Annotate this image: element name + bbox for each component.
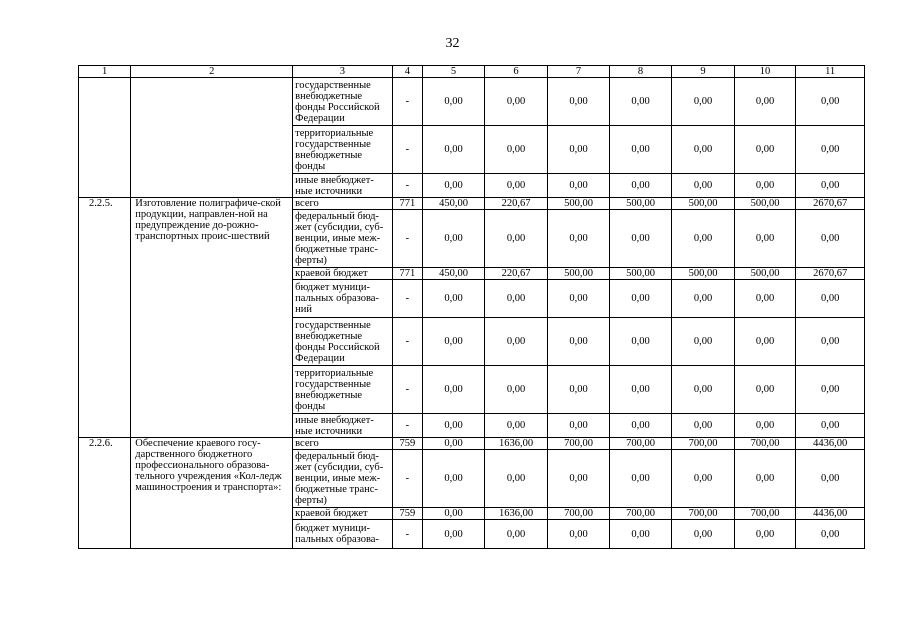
amount-cell: 0,00	[672, 126, 735, 174]
budget-code: -	[392, 210, 423, 268]
column-header: 5	[423, 66, 484, 78]
amount-cell: 0,00	[609, 366, 672, 414]
amount-cell: 500,00	[734, 268, 795, 280]
amount-cell: 0,00	[672, 78, 735, 126]
table-row	[79, 198, 865, 210]
amount-cell: 500,00	[609, 268, 672, 280]
table-row	[79, 438, 865, 450]
amount-cell: 700,00	[734, 508, 795, 520]
amount-cell: 0,00	[796, 174, 865, 198]
amount-cell: 0,00	[734, 450, 795, 508]
amount-cell: 2670,67	[796, 268, 865, 280]
amount-cell: 700,00	[548, 438, 609, 450]
amount-cell: 0,00	[484, 280, 548, 318]
amount-cell: 0,00	[609, 174, 672, 198]
funding-source: краевой бюджет	[293, 508, 392, 520]
item-number	[79, 78, 131, 198]
amount-cell: 500,00	[548, 198, 609, 210]
budget-code: -	[392, 174, 423, 198]
amount-cell: 0,00	[609, 280, 672, 318]
funding-source: бюджет муници-пальных образова-	[293, 520, 392, 549]
budget-code: -	[392, 318, 423, 366]
amount-cell: 0,00	[734, 174, 795, 198]
amount-cell: 1636,00	[484, 438, 548, 450]
amount-cell: 500,00	[672, 198, 735, 210]
amount-cell: 0,00	[548, 126, 609, 174]
budget-code: -	[392, 366, 423, 414]
funding-source: иные внебюджет-ные источники	[293, 174, 392, 198]
funding-source: государственные внебюджетные фонды Российской Федерации	[293, 78, 392, 126]
amount-cell: 0,00	[609, 450, 672, 508]
amount-cell: 450,00	[423, 268, 484, 280]
column-header: 10	[734, 66, 795, 78]
budget-code: -	[392, 520, 423, 549]
amount-cell: 700,00	[609, 508, 672, 520]
amount-cell: 0,00	[423, 78, 484, 126]
amount-cell: 0,00	[484, 174, 548, 198]
amount-cell: 0,00	[609, 414, 672, 438]
amount-cell: 0,00	[548, 280, 609, 318]
amount-cell: 0,00	[672, 174, 735, 198]
budget-code: -	[392, 450, 423, 508]
amount-cell: 0,00	[796, 280, 865, 318]
amount-cell: 220,67	[484, 268, 548, 280]
amount-cell: 0,00	[548, 414, 609, 438]
amount-cell: 0,00	[796, 126, 865, 174]
amount-cell: 0,00	[484, 318, 548, 366]
column-header: 8	[609, 66, 672, 78]
budget-code: -	[392, 414, 423, 438]
amount-cell: 0,00	[548, 174, 609, 198]
budget-table	[78, 65, 865, 549]
amount-cell: 0,00	[423, 450, 484, 508]
amount-cell: 450,00	[423, 198, 484, 210]
amount-cell: 0,00	[734, 318, 795, 366]
funding-source: бюджет муници-пальных образова-ний	[293, 280, 392, 318]
funding-source: государственные внебюджетные фонды Российской Федерации	[293, 318, 392, 366]
column-header: 9	[672, 66, 735, 78]
amount-cell: 0,00	[423, 520, 484, 549]
budget-code: 759	[392, 438, 423, 450]
amount-cell: 0,00	[672, 210, 735, 268]
amount-cell: 0,00	[672, 450, 735, 508]
amount-cell: 0,00	[423, 414, 484, 438]
amount-cell: 4436,00	[796, 508, 865, 520]
amount-cell: 0,00	[796, 366, 865, 414]
amount-cell: 0,00	[609, 520, 672, 549]
amount-cell: 0,00	[484, 414, 548, 438]
amount-cell: 0,00	[796, 318, 865, 366]
amount-cell: 0,00	[548, 210, 609, 268]
amount-cell: 220,67	[484, 198, 548, 210]
amount-cell: 0,00	[672, 414, 735, 438]
column-header: 7	[548, 66, 609, 78]
amount-cell: 700,00	[609, 438, 672, 450]
amount-cell: 2670,67	[796, 198, 865, 210]
amount-cell: 500,00	[672, 268, 735, 280]
funding-source: краевой бюджет	[293, 268, 392, 280]
amount-cell: 0,00	[423, 280, 484, 318]
column-header: 2	[131, 66, 293, 78]
funding-source: территориальные государственные внебюджетные фонды	[293, 126, 392, 174]
amount-cell: 0,00	[796, 78, 865, 126]
amount-cell: 700,00	[672, 508, 735, 520]
amount-cell: 0,00	[796, 210, 865, 268]
item-name	[131, 78, 293, 198]
amount-cell: 0,00	[484, 126, 548, 174]
column-header: 6	[484, 66, 548, 78]
budget-code: -	[392, 126, 423, 174]
column-header: 11	[796, 66, 865, 78]
budget-code: -	[392, 78, 423, 126]
amount-cell: 4436,00	[796, 438, 865, 450]
item-name: Обеспечение краевого госу-дарственного бюджетного профессионального образова-тельного учреждения «Кол-ледж машиностроения и транспорта»:	[131, 438, 293, 549]
amount-cell: 0,00	[796, 520, 865, 549]
amount-cell: 700,00	[734, 438, 795, 450]
amount-cell: 1636,00	[484, 508, 548, 520]
amount-cell: 0,00	[609, 126, 672, 174]
amount-cell: 700,00	[548, 508, 609, 520]
column-header: 1	[79, 66, 131, 78]
item-number: 2.2.5.	[79, 198, 131, 438]
amount-cell: 0,00	[796, 414, 865, 438]
budget-code: 771	[392, 198, 423, 210]
item-number: 2.2.6.	[79, 438, 131, 549]
amount-cell: 0,00	[672, 318, 735, 366]
amount-cell: 0,00	[423, 174, 484, 198]
amount-cell: 0,00	[734, 414, 795, 438]
amount-cell: 0,00	[796, 450, 865, 508]
amount-cell: 0,00	[423, 126, 484, 174]
amount-cell: 0,00	[734, 126, 795, 174]
amount-cell: 0,00	[734, 210, 795, 268]
funding-source: федеральный бюд-жет (субсидии, суб-венции, иные меж-бюджетные транс-ферты)	[293, 450, 392, 508]
item-name: Изготовление полиграфиче-ской продукции, направлен-ной на предупреждение до-рожно-транспортных проис-шествий	[131, 198, 293, 438]
amount-cell: 0,00	[548, 450, 609, 508]
amount-cell: 0,00	[734, 280, 795, 318]
header-row	[79, 66, 865, 78]
budget-code: 771	[392, 268, 423, 280]
budget-code: -	[392, 280, 423, 318]
amount-cell: 0,00	[423, 438, 484, 450]
amount-cell: 0,00	[548, 520, 609, 549]
amount-cell: 0,00	[423, 210, 484, 268]
amount-cell: 0,00	[609, 318, 672, 366]
amount-cell: 0,00	[484, 366, 548, 414]
amount-cell: 0,00	[672, 280, 735, 318]
funding-source: всего	[293, 438, 392, 450]
budget-code: 759	[392, 508, 423, 520]
amount-cell: 0,00	[423, 366, 484, 414]
amount-cell: 0,00	[548, 78, 609, 126]
amount-cell: 0,00	[734, 520, 795, 549]
amount-cell: 0,00	[734, 366, 795, 414]
amount-cell: 0,00	[423, 508, 484, 520]
funding-source: федеральный бюд-жет (субсидии, суб-венции, иные меж-бюджетные транс-ферты)	[293, 210, 392, 268]
amount-cell: 500,00	[548, 268, 609, 280]
amount-cell: 0,00	[548, 366, 609, 414]
amount-cell: 0,00	[734, 78, 795, 126]
amount-cell: 500,00	[609, 198, 672, 210]
amount-cell: 0,00	[484, 450, 548, 508]
funding-source: территориальные государственные внебюджетные фонды	[293, 366, 392, 414]
amount-cell: 700,00	[672, 438, 735, 450]
column-header: 4	[392, 66, 423, 78]
amount-cell: 0,00	[484, 210, 548, 268]
amount-cell: 0,00	[672, 520, 735, 549]
page-number: 32	[445, 36, 460, 51]
amount-cell: 0,00	[484, 78, 548, 126]
amount-cell: 0,00	[609, 78, 672, 126]
amount-cell: 0,00	[484, 520, 548, 549]
table-row	[79, 78, 865, 126]
amount-cell: 0,00	[423, 318, 484, 366]
amount-cell: 0,00	[672, 366, 735, 414]
amount-cell: 0,00	[609, 210, 672, 268]
amount-cell: 0,00	[548, 318, 609, 366]
amount-cell: 500,00	[734, 198, 795, 210]
funding-source: всего	[293, 198, 392, 210]
column-header: 3	[293, 66, 392, 78]
funding-source: иные внебюджет-ные источники	[293, 414, 392, 438]
